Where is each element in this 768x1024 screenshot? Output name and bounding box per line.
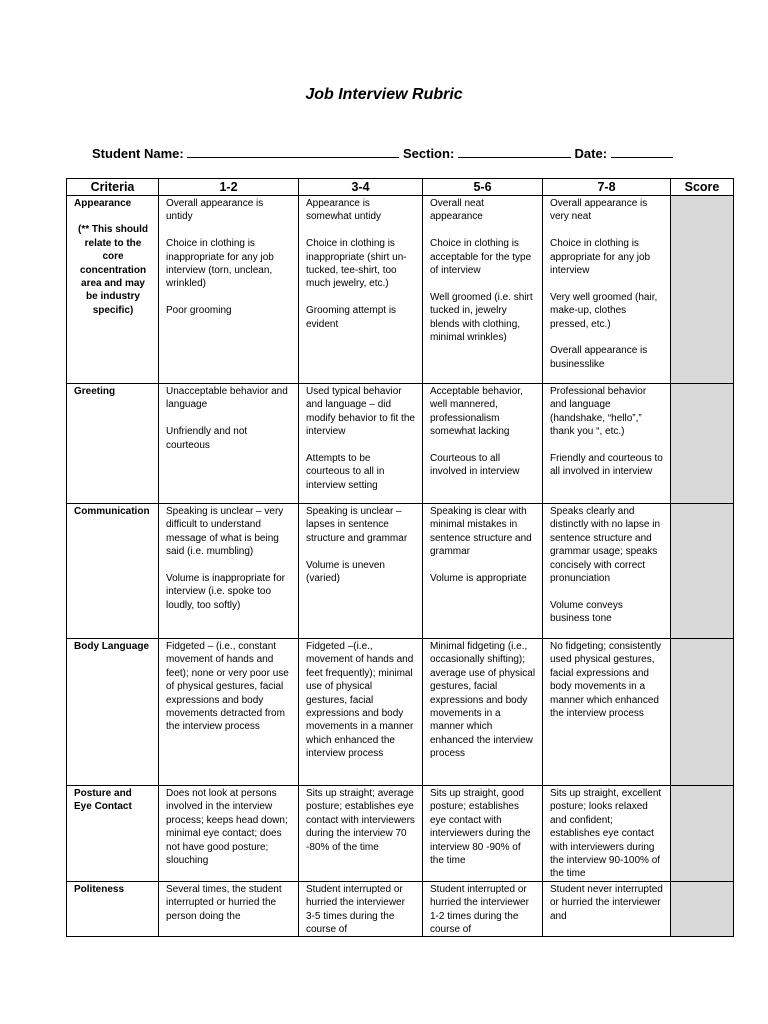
rubric-cell: Overall appearance is very neat Choice in clothing is appropriate for any job interview Very well groomed (hair, make-up, clothes pressed, etc.) Overall appearance is businesslike [543, 196, 671, 384]
rubric-cell: Sits up straight; average posture; establishes eye contact with interviewers during the interview 70 -80% of the time [299, 786, 423, 882]
rubric-cell: Fidgeted – (i.e., constant movement of hands and feet); none or very poor use of physical gestures, facial expressions and body movements detracted from the interview process [159, 639, 299, 786]
student-name-label: Student Name: [92, 146, 184, 161]
rubric-cell: Student never interrupted or hurried the interviewer and [543, 881, 671, 937]
rubric-cell: Student interrupted or hurried the interviewer 3-5 times during the course of [299, 881, 423, 937]
rubric-cell: Overall neat appearance Choice in clothing is acceptable for the type of interview Well groomed (i.e. shirt tucked in, jewelry blends with clothing, minimal wrinkles) [423, 196, 543, 384]
table-row-greeting [67, 384, 734, 504]
header-score-3-4: 3-4 [299, 179, 423, 196]
rubric-cell: Minimal fidgeting (i.e., occasionally shifting); average use of physical gestures, facial expressions and body movements in a manner which enhanced the interview process [423, 639, 543, 786]
table-row-communication [67, 504, 734, 639]
rubric-cell: Used typical behavior and language – did modify behavior to fit the interview Attempts to be courteous to all in interview setting [299, 384, 423, 504]
header-criteria: Criteria [67, 179, 159, 196]
section-label: Section: [402, 146, 455, 161]
rubric-cell: Unacceptable behavior and language Unfriendly and not courteous [159, 384, 299, 504]
criteria-body-language: Body Language [67, 639, 159, 786]
score-cell[interactable] [671, 786, 734, 882]
header-score-1-2: 1-2 [159, 179, 299, 196]
criteria-label: Appearance [74, 198, 132, 209]
table-row-politeness [67, 881, 734, 937]
criteria-posture-eye-contact: Posture and Eye Contact [67, 786, 159, 882]
rubric-cell: No fidgeting; consistently used physical gestures, facial expressions and body movements in a manner which enhanced the interview process [543, 639, 671, 786]
table-row-appearance [67, 196, 734, 384]
criteria-communication: Communication [67, 504, 159, 639]
header-score-7-8: 7-8 [543, 179, 671, 196]
rubric-cell: Professional behavior and language (handshake, “hello”,” thank you “, etc.) Friendly and courteous to all involved in interview [543, 384, 671, 504]
score-cell[interactable] [671, 196, 734, 384]
rubric-cell: Fidgeted –(i.e., movement of hands and feet frequently); minimal use of physical gestures, facial expressions and body movements in a manner which enhanced the interview process [299, 639, 423, 786]
header-score: Score [671, 179, 734, 196]
rubric-cell: Student interrupted or hurried the interviewer 1-2 times during the course of [423, 881, 543, 937]
table-row-posture-eye-contact [67, 786, 734, 882]
date-blank[interactable] [611, 145, 673, 158]
rubric-cell: Speaking is unclear – lapses in sentence structure and grammar Volume is uneven (varied) [299, 504, 423, 639]
rubric-cell: Speaking is unclear – very difficult to understand message of what is being said (i.e. mumbling) Volume is inappropriate for interview (i.e. spoke too loudly, too softly) [159, 504, 299, 639]
rubric-cell: Sits up straight, excellent posture; looks relaxed and confident; establishes eye contact with interviewers during the interview 90-100% of the time [543, 786, 671, 882]
section-blank[interactable] [458, 145, 571, 158]
header-score-5-6: 5-6 [423, 179, 543, 196]
score-cell[interactable] [671, 639, 734, 786]
rubric-cell: Does not look at persons involved in the interview process; keeps head down; minimal eye contact; does not have good posture; slouching [159, 786, 299, 882]
criteria-politeness: Politeness [67, 881, 159, 937]
rubric-cell: Appearance is somewhat untidy Choice in clothing is inappropriate (shirt un-tucked, tee-shirt, too much jewelry, etc.) Grooming attempt is evident [299, 196, 423, 384]
score-cell[interactable] [671, 881, 734, 937]
table-row-body-language [67, 639, 734, 786]
rubric-cell: Speaking is clear with minimal mistakes in sentence structure and grammar Volume is appropriate [423, 504, 543, 639]
rubric-cell: Overall appearance is untidy Choice in clothing is inappropriate for any job interview (torn, unclean, wrinkled) Poor grooming [159, 196, 299, 384]
score-cell[interactable] [671, 504, 734, 639]
rubric-cell: Acceptable behavior, well mannered, professionalism somewhat lacking Courteous to all involved in interview [423, 384, 543, 504]
header-row [67, 179, 734, 196]
rubric-cell: Sits up straight, good posture; establishes eye contact with interviewers during the interview 80 -90% of the time [423, 786, 543, 882]
score-cell[interactable] [671, 384, 734, 504]
criteria-greeting: Greeting [67, 384, 159, 504]
student-name-blank[interactable] [187, 145, 399, 158]
rubric-cell: Speaks clearly and distinctly with no lapse in sentence structure and grammar usage; speaks concisely with correct pronunciation Volume conveys business tone [543, 504, 671, 639]
student-info-line [92, 145, 673, 161]
rubric-cell: Several times, the student interrupted or hurried the person doing the [159, 881, 299, 937]
rubric-table [66, 178, 734, 937]
date-label: Date: [574, 146, 608, 161]
criteria-note: (** This should relate to the core concentration area and may be industry specific) [78, 224, 148, 316]
document-title: Job Interview Rubric [305, 86, 463, 103]
criteria-appearance [67, 196, 159, 384]
